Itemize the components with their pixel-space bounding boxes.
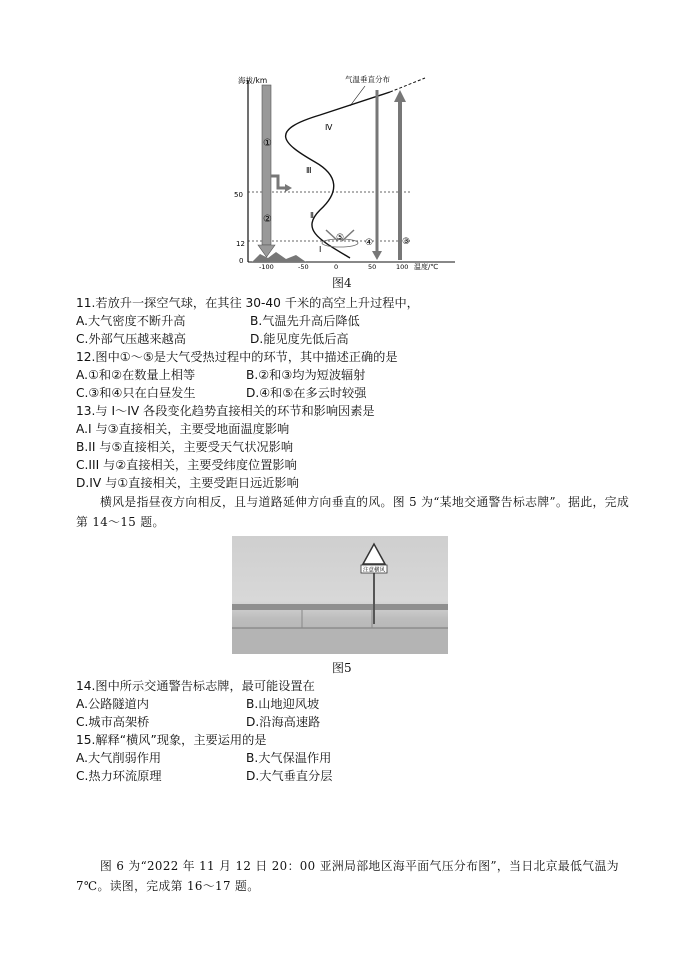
- y-tick-0: 0: [239, 257, 244, 265]
- arrow-5-label: ⑤: [336, 233, 345, 243]
- q15-stem: 15.解释“横风”现象，主要运用的是: [76, 733, 267, 747]
- ground-terrain: [252, 252, 306, 262]
- q13-option-c: C.III 与②直接相关，主要受纬度位置影响: [76, 458, 297, 472]
- y-tick-50: 50: [234, 191, 243, 199]
- q13-option-a: A.I 与③直接相关，主要受地面温度影响: [76, 422, 290, 436]
- arrow-4-label: ④: [365, 238, 374, 248]
- curve-label: 气温垂直分布: [345, 75, 390, 84]
- layer-i-label: Ⅰ: [319, 245, 322, 254]
- figure-5-caption: 图5: [332, 661, 352, 675]
- q13-option-d: D.IV 与①直接相关，主要受距日远近影响: [76, 476, 299, 490]
- q11-option-d: D.能见度先低后高: [250, 332, 349, 346]
- figure-5-photo: [232, 536, 448, 654]
- x-tick-minus50: -50: [298, 263, 309, 270]
- warning-triangle-icon: [363, 544, 385, 564]
- intro-q16-17: 图 6 为“2022 年 11 月 12 日 20：00 亚洲局部地区海平面气压分布图”，当日北京最低气温为 7℃。读图，完成第 16～17 题。: [76, 859, 619, 893]
- q13-stem: 13.与 I～IV 各段变化趋势直接相关的环节和影响因素是: [76, 404, 375, 418]
- q13-option-b: B.II 与⑤直接相关，主要受天气状况影响: [76, 440, 294, 454]
- x-tick-100: 100: [396, 263, 409, 270]
- q14-stem: 14.图中所示交通警告标志牌，最可能设置在: [76, 679, 315, 693]
- x-tick-0: 0: [334, 263, 339, 270]
- q15-option-a: A.大气削弱作用: [76, 751, 162, 765]
- x-tick-50: 50: [368, 263, 377, 270]
- q12-option-a: A.①和②在数量上相等: [76, 368, 196, 382]
- q11-option-a: A.大气密度不断升高: [76, 314, 186, 328]
- intro-q14-15: 横风是指昼夜方向相反，且与道路延伸方向垂直的风。图 5 为“某地交通警告标志牌”。据此，完成第 14～15 题。: [76, 495, 630, 529]
- y-axis-label: 海拔/km: [238, 76, 268, 85]
- q12-stem: 12.图中①～⑤是大气受热过程中的环节，其中描述正确的是: [76, 350, 398, 364]
- layer-iv-label: Ⅳ: [325, 123, 333, 132]
- q14-option-a: A.公路隧道内: [76, 697, 149, 711]
- arrow-2-label: ②: [263, 214, 272, 225]
- q15-option-c: C.热力环流原理: [76, 769, 162, 783]
- arrow-1-label: ①: [263, 138, 272, 149]
- q14-option-c: C.城市高架桥: [76, 715, 150, 729]
- q14-option-b: B.山地迎风坡: [246, 697, 320, 711]
- layer-ii-label: Ⅱ: [310, 211, 314, 220]
- q11-option-b: B.气温先升高后降低: [250, 314, 360, 328]
- q12-option-b: B.②和③均为短波辐射: [246, 368, 366, 382]
- q11-stem: 11.若放升一探空气球，在其往 30-40 千米的高空上升过程中，: [76, 296, 419, 310]
- q14-option-d: D.沿海高速路: [246, 715, 321, 729]
- x-tick-minus100: -100: [259, 263, 274, 270]
- x-axis-label: 温度/℃: [414, 263, 439, 270]
- q12-option-c: C.③和④只在白昼发生: [76, 386, 196, 400]
- q12-option-d: D.④和⑤在多云时较强: [246, 386, 367, 400]
- q15-option-b: B.大气保温作用: [246, 751, 332, 765]
- layer-iii-label: Ⅲ: [306, 166, 312, 175]
- y-tick-12: 12: [236, 240, 245, 248]
- figure-4-caption: 图4: [332, 276, 352, 290]
- arrow-3-label: ③: [402, 237, 411, 247]
- sign-text: 注意横风: [363, 567, 386, 574]
- figure-4-diagram: [230, 70, 460, 270]
- q11-option-c: C.外部气压越来越高: [76, 332, 186, 346]
- q15-option-d: D.大气垂直分层: [246, 769, 333, 783]
